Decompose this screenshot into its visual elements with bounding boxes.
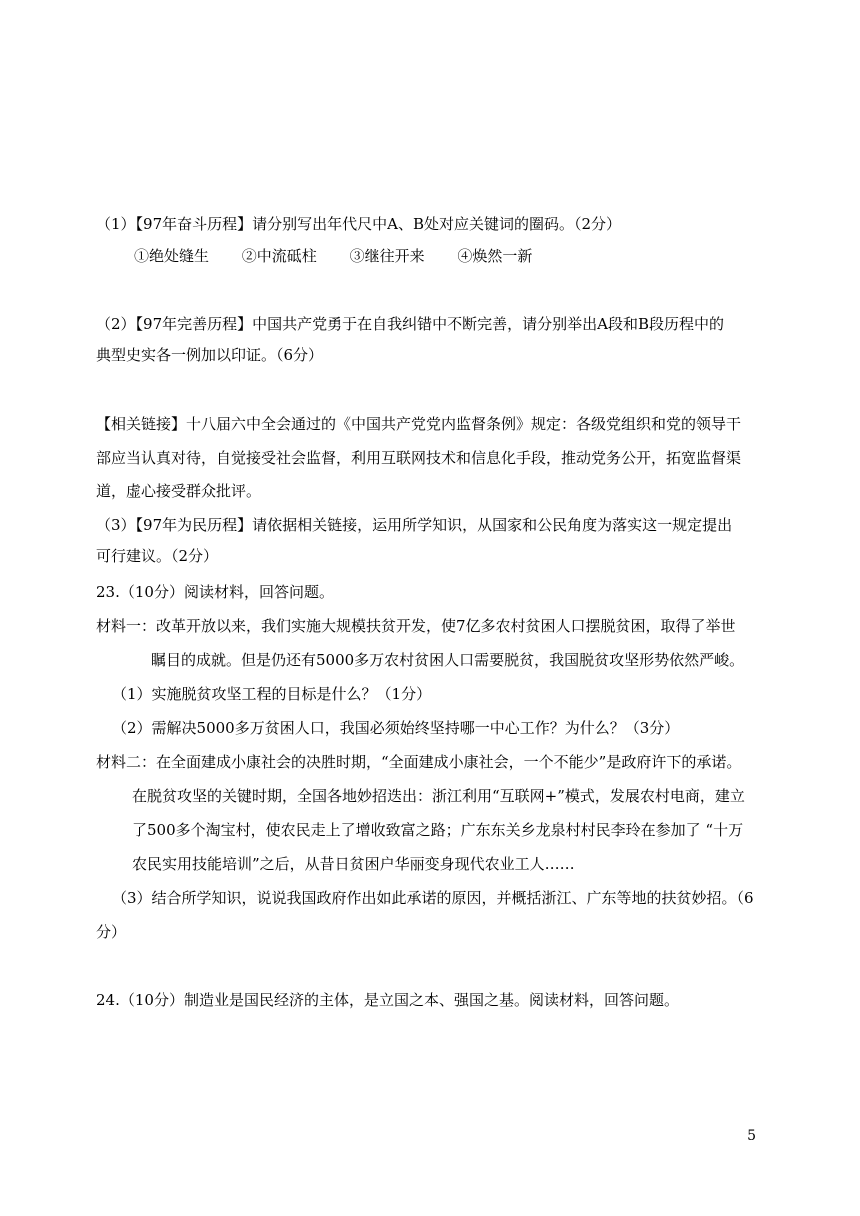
q22-part3-line2: 可行建议。（2分） (96, 547, 219, 565)
q24-header: 24.（10分）制造业是国民经济的主体，是立国之本、强国之基。阅读材料，回答问题。 (96, 991, 679, 1009)
q22-part2-line1: （2）【97年完善历程】中国共产党勇于在自我纠错中不断完善，请分别举出A段和B段历程中的 (96, 315, 724, 333)
q23-question3-line2: 分） (96, 923, 127, 941)
q23-material2-line4: 农民实用技能培训”之后，从昔日贫困户华丽变身现代农业工人…… (132, 855, 575, 873)
q23-material2-line1: 材料二：在全面建成小康社会的决胜时期，“全面建成小康社会，一个不能少”是政府许下的承诺。 (96, 753, 742, 771)
related-link-line2: 部应当认真对待，自觉接受社会监督，利用互联网技术和信息化手段，推动党务公开，拓宽监督渠 (96, 449, 742, 467)
related-link-line1: 【相关链接】十八届六中全会通过的《中国共产党党内监督条例》规定：各级党组织和党的领导干 (96, 415, 742, 433)
page-number: 5 (747, 1128, 756, 1144)
q23-question3-line1: （3）结合所学知识，说说我国政府作出如此承诺的原因，并概括浙江、广东等地的扶贫妙招。（6 (112, 889, 754, 907)
q23-question1: （1）实施脱贫攻坚工程的目标是什么？（1分） (112, 685, 432, 703)
q23-question2: （2）需解决5000多万贫困人口，我国必须始终坚持哪一中心工作？为什么？（3分） (112, 719, 680, 737)
q23-material1-line1: 材料一：改革开放以来，我们实施大规模扶贫开发，使7亿多农村贫困人口摆脱贫困，取得了举世 (96, 617, 736, 635)
q22-options (134, 246, 560, 266)
q23-material1-line2: 瞩目的成就。但是仍还有5000多万农村贫困人口需要脱贫，我国脱贫攻坚形势依然严峻。 (151, 651, 745, 669)
q23-material2-line3: 了500多个淘宝村，使农民走上了增收致富之路；广东东关乡龙泉村村民李玲在参加了 “十万 (132, 821, 744, 839)
q22-part1: （1）【97年奋斗历程】请分别写出年代尺中A、B处对应关键词的圈码。（2分） (96, 215, 622, 233)
option-1: ①绝处缝生 (134, 247, 210, 265)
q22-part2-line2: 典型史实各一例加以印证。（6分） (96, 346, 324, 364)
q22-part3-line1: （3）【97年为民历程】请依据相关链接，运用所学知识，从国家和公民角度为落实这一规定提出 (96, 516, 733, 534)
q23-material2-line2: 在脱贫攻坚的关键时期，全国各地妙招迭出：浙江利用“互联网+”模式，发展农村电商，建立 (132, 787, 745, 805)
option-2: ②中流砥柱 (241, 247, 317, 265)
q23-header: 23.（10分）阅读材料，回答问题。 (96, 583, 334, 601)
option-3: ③继往开来 (349, 247, 425, 265)
option-4: ④焕然一新 (457, 247, 533, 265)
related-link-line3: 道，虚心接受群众批评。 (96, 482, 262, 500)
